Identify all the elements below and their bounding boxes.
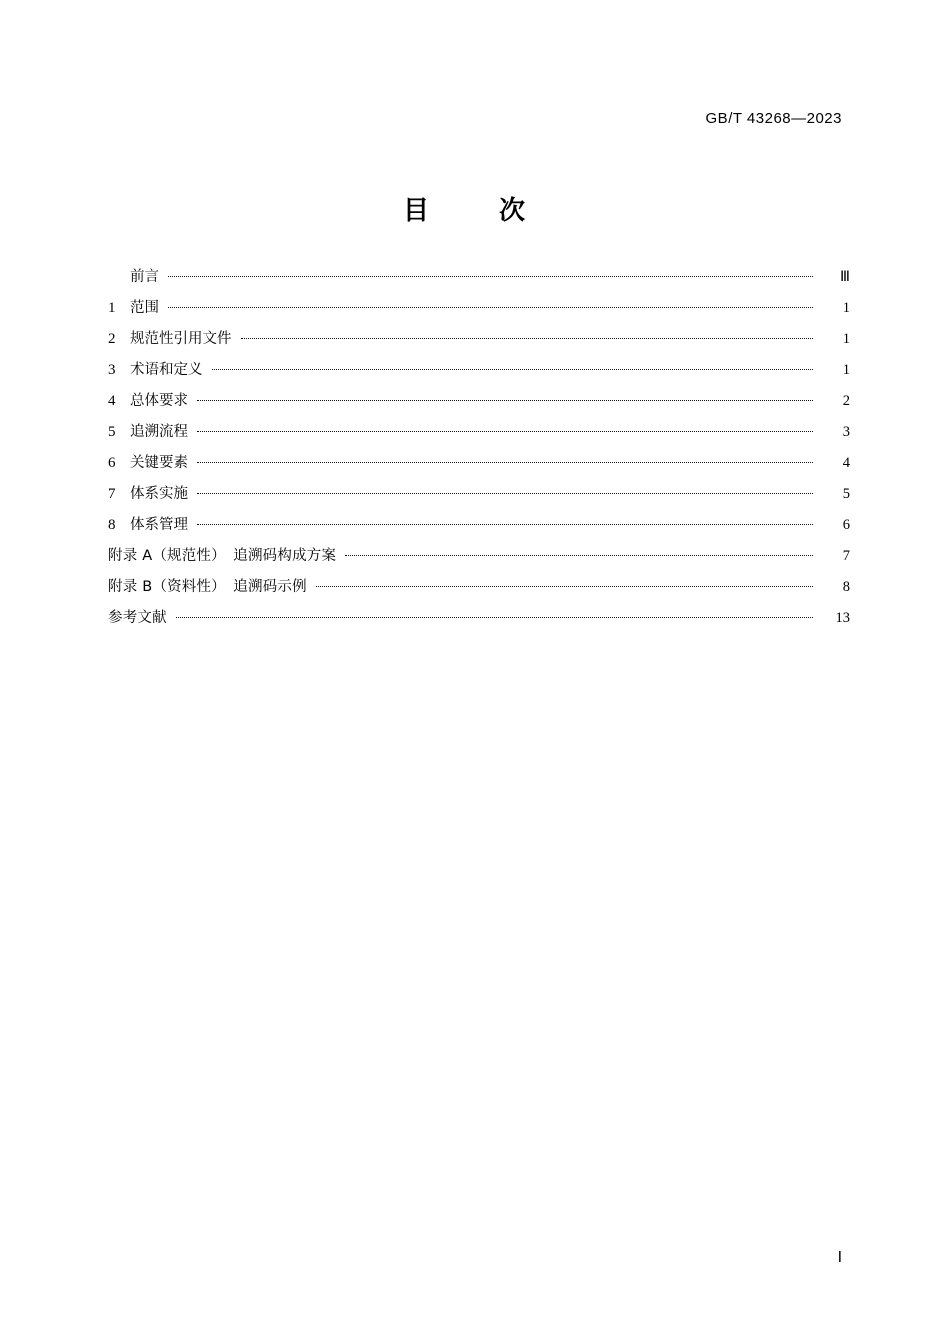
- toc-entry-annex-a[interactable]: [108, 541, 850, 572]
- footer-page-number: Ⅰ: [837, 1250, 842, 1266]
- toc-entry-references[interactable]: [108, 603, 850, 634]
- toc-entry-number: 8: [108, 517, 116, 533]
- standard-code-header: GB/T 43268—2023: [705, 110, 842, 127]
- toc-leader-dots: [197, 523, 813, 525]
- toc-entry[interactable]: [108, 293, 850, 324]
- toc-entry-label: 附录 A（规范性） 追溯码构成方案: [108, 548, 337, 564]
- toc-entry-number: 3: [108, 362, 116, 378]
- toc-leader-dots: [168, 306, 813, 308]
- toc-entry-label: 附录 B（资料性） 追溯码示例: [108, 579, 307, 595]
- toc-entry[interactable]: [108, 479, 850, 510]
- toc-entry-label: 体系管理: [130, 517, 188, 533]
- toc-entry-page: 1: [842, 331, 850, 347]
- toc-entry-page: Ⅲ: [840, 269, 850, 285]
- toc-entry-page: 8: [842, 579, 850, 595]
- toc-entry-label: 关键要素: [130, 455, 188, 471]
- table-of-contents: [108, 262, 850, 634]
- toc-entry-page: 1: [842, 362, 850, 378]
- toc-leader-dots: [197, 399, 813, 401]
- toc-entry[interactable]: [108, 262, 850, 293]
- toc-entry-annex-b[interactable]: [108, 572, 850, 603]
- toc-entry-page: 4: [842, 455, 850, 471]
- toc-entry[interactable]: [108, 324, 850, 355]
- toc-entry[interactable]: [108, 510, 850, 541]
- toc-entry-label: 前言: [130, 269, 159, 285]
- toc-entry-page: 3: [842, 424, 850, 440]
- toc-entry-page: 1: [842, 300, 850, 316]
- toc-entry-label: 追溯流程: [130, 424, 188, 440]
- toc-entry-number: 7: [108, 486, 116, 502]
- toc-entry[interactable]: [108, 417, 850, 448]
- toc-leader-dots: [345, 554, 813, 556]
- toc-entry-number: 5: [108, 424, 116, 440]
- toc-entry[interactable]: [108, 355, 850, 386]
- toc-leader-dots: [197, 430, 813, 432]
- toc-entry-number: 1: [108, 300, 116, 316]
- toc-entry-label: 规范性引用文件: [130, 331, 232, 347]
- toc-leader-dots: [197, 461, 813, 463]
- toc-entry-number: 2: [108, 331, 116, 347]
- toc-entry-page: 5: [842, 486, 850, 502]
- toc-leader-dots: [316, 585, 813, 587]
- toc-entry-label: 术语和定义: [130, 362, 203, 378]
- toc-entry-page: 6: [842, 517, 850, 533]
- toc-entry-number: 4: [108, 393, 116, 409]
- toc-leader-dots: [241, 337, 814, 339]
- page-title: 目 次: [402, 196, 547, 226]
- toc-entry-label: 范围: [130, 300, 159, 316]
- toc-leader-dots: [176, 616, 813, 618]
- toc-entry[interactable]: [108, 448, 850, 479]
- toc-entry-label: 参考文献: [108, 610, 167, 626]
- toc-entry-number: 6: [108, 455, 116, 471]
- toc-entry-page: 2: [842, 393, 850, 409]
- toc-entry[interactable]: [108, 386, 850, 417]
- toc-entry-label: 体系实施: [130, 486, 188, 502]
- toc-leader-dots: [197, 492, 813, 494]
- toc-leader-dots: [168, 275, 813, 277]
- toc-leader-dots: [212, 368, 814, 370]
- toc-entry-label: 总体要求: [130, 393, 188, 409]
- toc-entry-page: 7: [842, 548, 850, 564]
- toc-entry-page: 13: [835, 610, 850, 626]
